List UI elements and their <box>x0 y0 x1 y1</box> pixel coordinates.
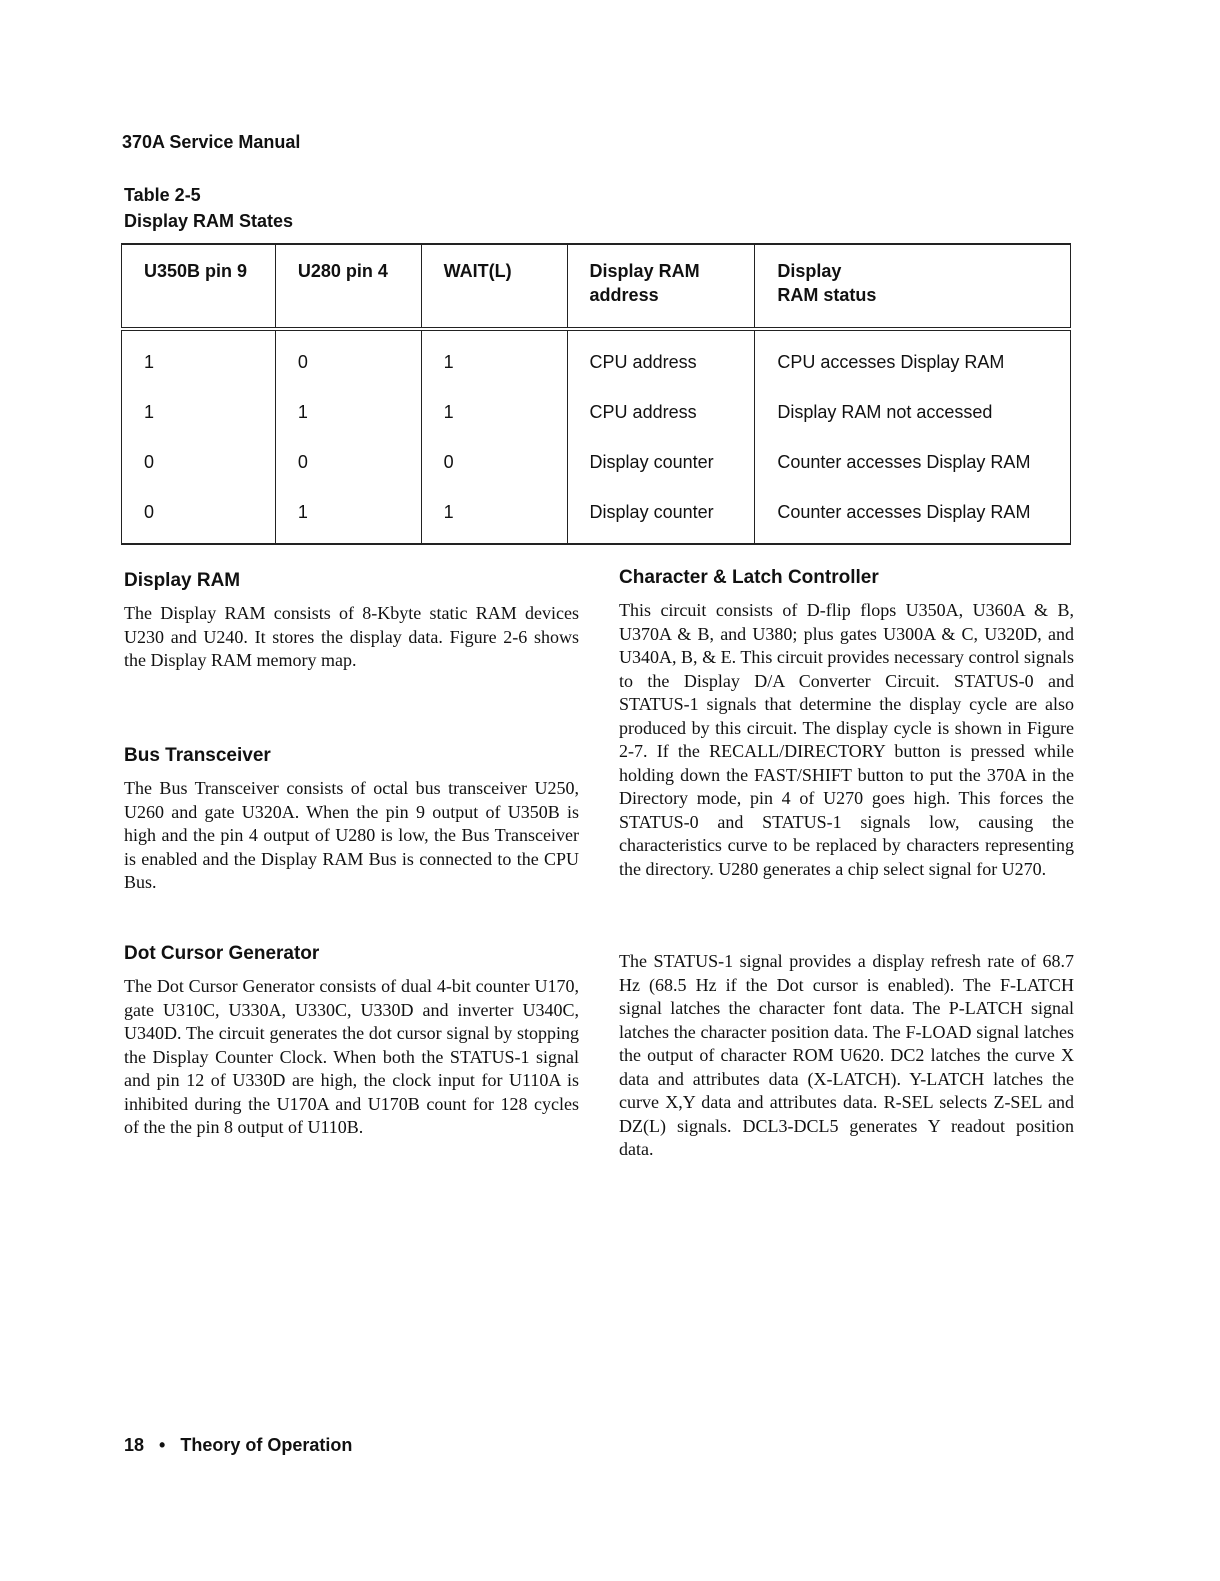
table-cell: 0 <box>122 487 276 544</box>
table-cell: 1 <box>421 387 567 437</box>
table-cell: Display RAM not accessed <box>755 387 1071 437</box>
table-cell: 1 <box>275 387 421 437</box>
section-heading: Dot Cursor Generator <box>124 943 320 964</box>
column-header: WAIT(L) <box>421 244 567 329</box>
table-header-row <box>122 244 1071 329</box>
section-body: The Dot Cursor Generator consists of dual 4-bit counter U170, gate U310C, U330A, U330C, U330D and inverter U340C, U340D. The circuit generates the dot cursor signal by stopping the Display Counter Clock. When both the STATUS-1 signal and pin 12 of U330D are high, the clock input for U110A is inhibited during the U170A and U170B count for 128 cycles of the the pin 8 output of U110B. <box>124 976 579 1137</box>
chapter-title: Theory of Operation <box>180 1435 353 1455</box>
running-head: 370A Service Manual <box>122 132 301 152</box>
section-body: The STATUS-1 signal provides a display refresh rate of 68.7 Hz (68.5 Hz if the Dot cursor is enabled). The F-LATCH signal latches the character font data. The P-LATCH signal latches the character position data. The F-LOAD signal latches the output of character ROM U620. DC2 latches the curve X data and attributes data (X-LATCH). Y-LATCH latches the curve X,Y data and attributes data. R-SEL selects Z-SEL and DZ(L) signals. DCL3-DCL5 generates Y readout position data. <box>619 951 1074 1159</box>
page-footer <box>124 1435 362 1456</box>
footer-separator: • <box>159 1435 166 1455</box>
table-cell: Counter accesses Display RAM <box>755 487 1071 544</box>
column-header: Display RAM address <box>567 244 755 329</box>
section-character-latch-controller <box>619 567 1074 881</box>
table-cell: 1 <box>275 487 421 544</box>
table-row <box>122 329 1071 387</box>
section-dot-cursor-generator <box>124 943 579 1140</box>
table-cell: 0 <box>275 329 421 387</box>
table-title: Display RAM States <box>124 211 294 231</box>
table-cell: 1 <box>122 387 276 437</box>
table-cell: 1 <box>421 487 567 544</box>
table-caption <box>124 182 293 234</box>
table-cell: 1 <box>421 329 567 387</box>
table-row <box>122 437 1071 487</box>
table-cell: 0 <box>421 437 567 487</box>
section-body: This circuit consists of D-flip flops U350A, U360A & B, U370A & B, and U380; plus gates U300A & C, U320D, and U340A, B, & E. This circuit provides necessary control signals to the Display D/A Converter Circuit. STATUS-0 and STATUS-1 signals that determine the display cycle are also produced by this circuit. The display cycle is shown in Figure 2-7. If the RECALL/DIRECTORY button is pressed while holding down the FAST/SHIFT button to put the 370A in the Directory mode, pin 4 of U270 goes high. This forces the STATUS-0 and STATUS-1 signals low, causing the characteristics curve to be replaced by characters representing the directory. U280 generates a chip select signal for U270. <box>619 600 1074 879</box>
section-body: The Bus Transceiver consists of octal bus transceiver U250, U260 and gate U320A. When the pin 9 output of U350B is high and the pin 4 output of U280 is low, the Bus Transceiver is enabled and the Display RAM Bus is connected to the CPU Bus. <box>124 778 579 892</box>
section-heading: Character & Latch Controller <box>619 567 879 588</box>
table-row <box>122 487 1071 544</box>
section-heading: Display RAM <box>124 570 241 591</box>
table-cell: CPU accesses Display RAM <box>755 329 1071 387</box>
section-display-ram <box>124 570 579 673</box>
column-header: Display RAM status <box>755 244 1071 329</box>
column-header: U350B pin 9 <box>122 244 276 329</box>
table-cell: Display counter <box>567 487 755 544</box>
table-cell: CPU address <box>567 329 755 387</box>
column-header: U280 pin 4 <box>275 244 421 329</box>
section-bus-transceiver <box>124 745 579 895</box>
display-ram-states-table <box>121 243 1071 545</box>
table-cell: 1 <box>122 329 276 387</box>
table-cell: Counter accesses Display RAM <box>755 437 1071 487</box>
table-cell: CPU address <box>567 387 755 437</box>
table-cell: Display counter <box>567 437 755 487</box>
page-number: 18 <box>124 1435 145 1455</box>
section-body: The Display RAM consists of 8-Kbyte static RAM devices U230 and U240. It stores the display data. Figure 2-6 shows the Display RAM memory map. <box>124 603 579 670</box>
table-row <box>122 387 1071 437</box>
section-heading: Bus Transceiver <box>124 745 271 766</box>
table-cell: 0 <box>122 437 276 487</box>
section-character-latch-controller-continued <box>619 950 1074 1162</box>
table-number: Table 2-5 <box>124 185 201 205</box>
table-cell: 0 <box>275 437 421 487</box>
